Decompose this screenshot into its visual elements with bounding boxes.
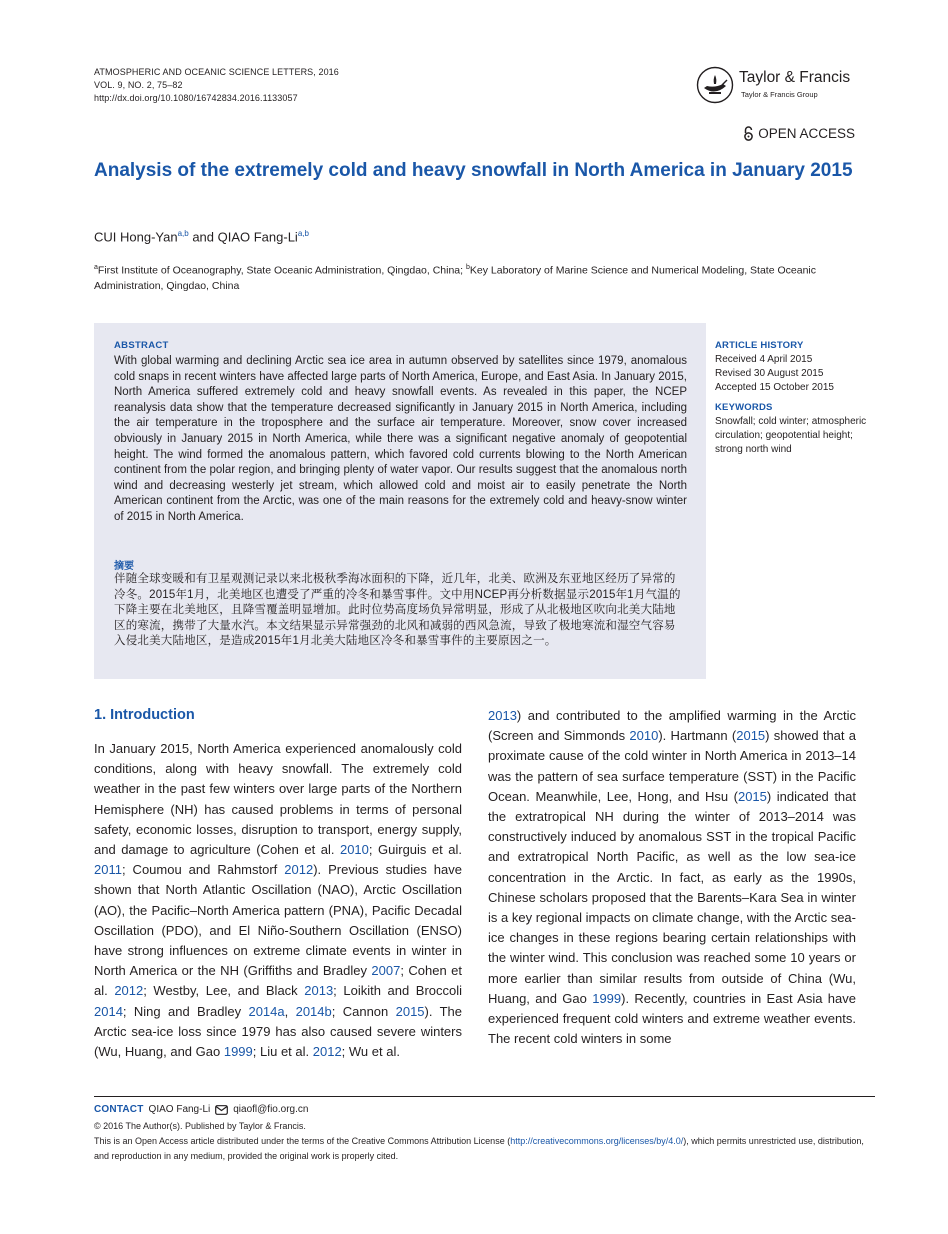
body-text: ). Recently, countries in East Asia have experienced frequent cold winters and extreme weather events. The recent cold winters in some: [488, 990, 856, 1047]
citation-link[interactable]: 2010: [629, 728, 659, 744]
received-date: Received 4 April 2015: [715, 354, 813, 365]
copyright-text: © 2016 The Author(s). Published by Taylor & Francis.: [94, 1121, 306, 1131]
citation-link[interactable]: 2013: [304, 983, 334, 999]
open-access-badge: [743, 126, 855, 141]
contact-label: CONTACT: [94, 1104, 144, 1115]
affil-sup: a: [94, 264, 98, 271]
author-name[interactable]: CUI Hong-Yan: [94, 229, 178, 245]
body-text: ) and contributed to the amplified warming in the Arctic (Screen and Simmonds: [488, 708, 856, 744]
body-text: ) indicated that the extratropical NH during the winter of 2013–2014 was constructively induced by anomalous SST in the tropical Pacific and extratropical North Pacific, as well as the low sea-ice concentration in the Arctic. In fact, as early as the 1990s, Chinese scholars proposed that the Barents–Kara Sea in winter is a key regional impacts on climate change, with the Arctic sea-ice changes in these regions bearing certain relationships with the winter wind. This conclusion was reached some 10 years or more earlier than similar results from outside of China (Wu, Huang, and Gao: [488, 788, 856, 1006]
body-text: ; Wu et al.: [341, 1044, 400, 1060]
abstract-text: With global warming and declining Arctic sea ice area in autumn observed by satellites since 1979, anomalous cold snaps in recent winters have affected large parts of North America, Europe, and East Asia. In January 2015, North America suffered extremely cold and heavy snowfall events. As revealed in this paper, the NCEP reanalysis data show that the temperature decreased significantly in January 2015 in North America, including the air temperature in the troposphere and the surface air temperature. Moreover, snow cover increased obviously in January 2015 in North America, while there was a significant negative anomaly of geopotential height. The wind formed the anomalous pattern, which favored cold currents blowing to the North American continent from the polar region, and bringing plenty of water vapor. Our results suggest that the anomalous north wind and decreasing westerly jet stream, which allowed cold and moist air to easily penetrate the North American continent from the Arctic, was one of the main reasons for the extremely cold and heavy-snow winter of 2015 in North America.: [114, 355, 687, 523]
body-text: ,: [284, 1003, 296, 1019]
publisher-group: Taylor & Francis Group: [741, 90, 818, 99]
author-list: [94, 229, 309, 244]
publisher-logo[interactable]: [696, 66, 866, 106]
license-text: [94, 1134, 874, 1164]
body-text: ; Coumou and Rahmstorf: [121, 862, 285, 878]
intro-column-left: [94, 739, 462, 1062]
citation-link[interactable]: 2015: [737, 788, 767, 804]
footer-divider: [94, 1096, 875, 1097]
body-text: ; Loikith and Broccoli: [333, 983, 463, 999]
revised-date: Revised 30 August 2015: [715, 368, 824, 379]
article-sidebar: [715, 339, 875, 457]
body-text: In January 2015, North America experienced anomalously cold conditions, along with heavy snowfall. The extremely cold weather in the past few winters over large parts of the Northern Hemisphere (NH) has caused problems in terms of personal safety, economic losses, disruption to transport, energy supply, and damage to agriculture (Cohen et al.: [94, 741, 462, 858]
affiliations: [94, 260, 864, 294]
citation-link[interactable]: 1999: [592, 990, 622, 1006]
affil-text: First Institute of Oceanography, State Oceanic Administration, Qingdao, China;: [97, 264, 466, 277]
email-icon: [215, 1105, 228, 1115]
citation-link[interactable]: 2010: [339, 842, 369, 858]
citation-link[interactable]: 2014b: [295, 1003, 332, 1019]
body-text: ). The Arctic sea-ice loss since 1979 has also caused severe winters (Wu, Huang, and Gao: [94, 1003, 462, 1060]
citation-link[interactable]: 2014: [94, 1003, 123, 1019]
journal-doi[interactable]: http://dx.doi.org/10.1080/16742834.2016.1133057: [94, 93, 298, 103]
affil-text: Key Laboratory of Marine Science and Numerical Modeling, State Oceanic Administration, Qingdao, China: [94, 264, 817, 292]
open-lock-icon: [743, 126, 754, 141]
body-text: ; Westby, Lee, and Black: [143, 983, 305, 999]
journal-info: [94, 66, 339, 105]
body-text: ). Hartmann (: [658, 728, 737, 744]
keywords-text: Snowfall; cold winter; atmospheric circulation; geopotential height; strong north wind: [715, 416, 867, 455]
abstract-heading: ABSTRACT: [114, 340, 169, 351]
open-access-label: OPEN ACCESS: [758, 126, 855, 141]
body-text: ; Guirguis et al.: [368, 842, 462, 858]
body-text: ; Liu et al.: [252, 1044, 313, 1060]
abstract-box: [94, 323, 706, 679]
abstract-zh-heading: 摘要: [114, 561, 134, 572]
keywords-heading: KEYWORDS: [715, 402, 773, 413]
citation-link[interactable]: 2013: [488, 708, 517, 723]
body-text: ) showed that a proximate cause of the cold winter in North America in 2013–14 was the pattern of sea surface temperature (SST) in the Pacific Ocean. Meanwhile, Lee, Hong, and Hsu (: [488, 728, 857, 804]
author-affil-sup: a,b: [297, 229, 309, 238]
citation-link[interactable]: 2007: [371, 963, 401, 979]
body-text: ). Previous studies have shown that North Atlantic Oscillation (NAO), Arctic Oscillation (AO), the Pacific–North America pattern (PNA), Pacific Decadal Oscillation (PDO), and El Niño-Southern Oscillation (ENSO) have strong influences on extreme climate events in winter in North America or the NH (Griffiths and Bradley: [94, 862, 462, 979]
body-text: ; Cannon: [331, 1003, 396, 1019]
author-connector: and: [188, 229, 218, 245]
citation-link[interactable]: 2012: [114, 983, 144, 999]
citation-link[interactable]: 2015: [395, 1003, 425, 1019]
contact-name: QIAO Fang-Li: [148, 1104, 211, 1115]
license-pre: This is an Open Access article distributed under the terms of the Creative Commons Attribution License (: [94, 1136, 511, 1146]
affil-sup: b: [466, 264, 470, 271]
citation-link[interactable]: 1999: [223, 1044, 253, 1060]
citation-link[interactable]: 2012: [284, 862, 314, 878]
author-affil-sup: a,b: [177, 229, 189, 238]
license-post: ), which permits unrestricted use, distribution, and reproduction in any medium, provided the original work is properly cited.: [94, 1136, 864, 1161]
accepted-date: Accepted 15 October 2015: [715, 382, 834, 393]
citation-link[interactable]: 2014a: [248, 1003, 285, 1019]
abstract-zh-text: 伴随全球变暖和有卫星观测记录以来北极秋季海冰面积的下降，近几年，北美、欧洲及东亚地区经历了异常的冷冬。2015年1月，北美地区也遭受了严重的冷冬和暴雪事件。文中用NCEP再分析数据显示2015年1月气温的下降主要在北美地区，且降雪覆盖明显增加。此时位势高度场负异常明显，形成了从北极地区吹向北美大陆地区的寒流，携带了大量水汽。本文结果显示异常强劲的北风和减弱的西风急流，导致了极地寒流和湿空气容易入侵北美大陆地区，是造成2015年1月北美大陆地区冷冬和暴雪事件的主要原因之一。: [114, 573, 681, 648]
section-heading-introduction: 1. Introduction: [94, 707, 195, 723]
intro-column-right: [488, 706, 856, 1049]
article-title: Analysis of the extremely cold and heavy snowfall in North America in January 2015: [94, 160, 853, 181]
citation-link[interactable]: 2012: [312, 1044, 342, 1060]
body-text: ; Ning and Bradley: [122, 1003, 249, 1019]
citation-link[interactable]: 2011: [94, 862, 122, 878]
copyright-block: [94, 1119, 874, 1164]
author-name[interactable]: QIAO Fang-Li: [217, 229, 298, 245]
publisher-name: Taylor & Francis: [739, 69, 851, 86]
article-history-heading: ARTICLE HISTORY: [715, 340, 804, 351]
journal-volume: VOL. 9, NO. 2, 75–82: [94, 80, 183, 90]
body-text: ; Cohen et al.: [94, 963, 462, 999]
lamp-logo-icon: [696, 66, 734, 104]
contact-email[interactable]: qiaofl@fio.org.cn: [233, 1104, 309, 1115]
license-link[interactable]: http://creativecommons.org/licenses/by/4.0/: [510, 1136, 684, 1146]
contact-line: [94, 1104, 308, 1115]
journal-name: ATMOSPHERIC AND OCEANIC SCIENCE LETTERS, 2016: [94, 67, 339, 77]
citation-link[interactable]: 2015: [736, 728, 766, 744]
